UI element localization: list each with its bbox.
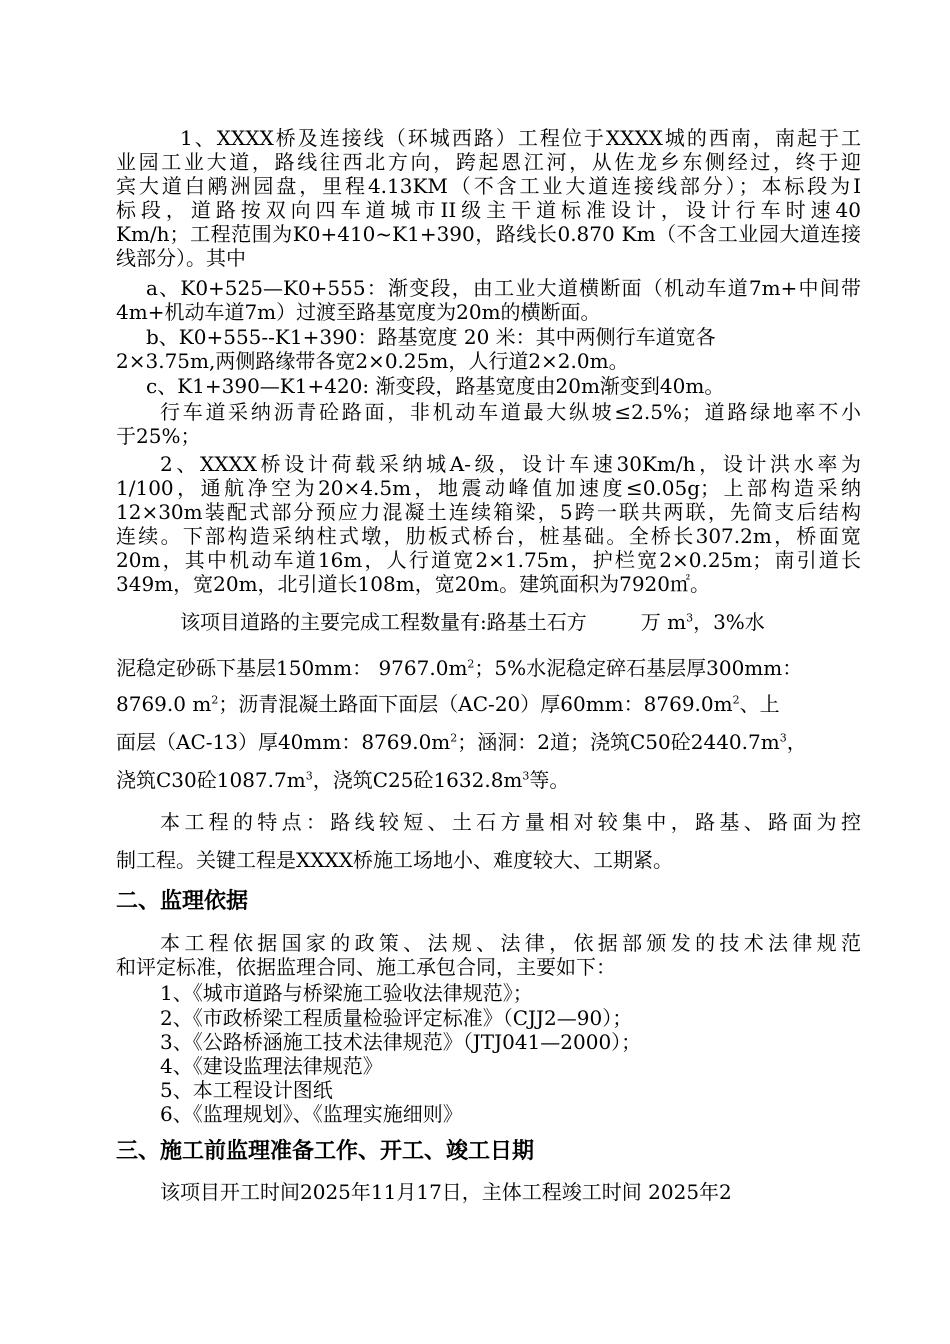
para1-line6: 线部分）。其中 [116, 246, 246, 270]
para1-line5: Km/h；工程范围为K0+410~K1+390，路线长0.870 Km（不含工业园大道连接 [116, 222, 861, 246]
para2-line3: 12×30m装配式部分预应力混凝土连续箱梁，5跨一联共两联，先简支后结构 [116, 500, 861, 524]
feature-line1: 本工程的特点：路线较短、土石方量相对较集中，路基、路面为控 [160, 810, 861, 834]
quantity-line2: 泥稳定砂砾下基层150mm： $9767.0m^2$；5%水泥稳定碎石基层厚300mm： [116, 656, 803, 680]
quantity-line3: 8769.0 $m^2$；沥青混凝土路面下面层（AC-20）厚60mm：$8769.0m^2$、上 [116, 692, 780, 716]
reference-item-5: 5、本工程设计图纸 [160, 1078, 333, 1102]
para2-line4: 连续。下部构造采纳柱式墩，肋板式桥台，桩基础。全桥长307.2m，桥面宽 [116, 524, 861, 548]
basis-line2: 和评定标准，依据监理合同、施工承包合同，主要如下： [116, 955, 616, 979]
reference-item-4: 4、《建设监理法律规范》 [160, 1054, 383, 1078]
item-c-line: c、K1+390—K1+420: 渐变段，路基宽度由20m渐变到40m。 [146, 374, 725, 398]
basis-line1: 本工程依据国家的政策、法规、法律，依据部颁发的技术法律规范 [160, 931, 861, 955]
quantity-line4: 面层（AC-13）厚40mm：$8769.0m^2$；涵洞：2道；浇筑C50砼$2440.7m^3$， [116, 730, 807, 754]
para2-line5: 20m，其中机动车道16m，人行道宽2×1.75m，护栏宽2×0.25m；南引道长 [116, 548, 861, 572]
quantity-line1: 该项目道路的主要完成工程数量有:路基土石方 万 $m^3$，3%水 [180, 610, 765, 634]
item-b-line2: 2×3.75m,两侧路缘带各宽2×0.25m，人行道2×2.0m。 [116, 349, 629, 373]
item-a-line1: a、K0+525—K0+555：渐变段，由工业大道横断面（机动车道7m+中间带 [146, 276, 861, 300]
para2-line2: 1/100，通航净空为20×4.5m，地震动峰值加速度≤0.05g；上部构造采纳 [116, 476, 861, 500]
item-b-line1: b、K0+555--K1+390：路基宽度 20 米：其中两侧行车道宽各 [146, 325, 716, 349]
feature-line2: 制工程。关键工程是XXXX桥施工场地小、难度较大、工期紧。 [116, 848, 673, 872]
section-heading-schedule: 三、施工前监理准备工作、开工、竣工日期 [116, 1139, 535, 1164]
para1-line1: 1、XXXX桥及连接线（环城西路）工程位于XXXX城的西南，南起于工 [180, 126, 861, 150]
para1-line2: 业园工业大道，路线往西北方向，跨起恩江河，从佐龙乡东侧经过，终于迎 [116, 150, 861, 174]
reference-item-3: 3、《公路桥涵施工技术法律规范》（JTJ041—2000）； [160, 1030, 642, 1054]
surface-line1: 行车道采纳沥青砼路面，非机动车道最大纵坡≤2.5%；道路绿地率不小 [160, 400, 861, 424]
surface-line2: 于25%； [116, 424, 201, 448]
schedule-line1: 该项目开工时间2025年11月17日，主体工程竣工时间 2025年2 [160, 1180, 732, 1204]
section-heading-basis: 二、监理依据 [116, 889, 249, 914]
reference-item-6: 6、《监理规划》、《监理实施细则》 [160, 1102, 463, 1126]
reference-item-2: 2、《市政桥梁工程质量检验评定标准》（CJJ2—90）； [160, 1006, 633, 1030]
para1-line4: 标段，道路按双向四车道城市II级主干道标准设计，设计行车时速40 [116, 198, 861, 222]
para2-line6: 349m，宽20m，北引道长108m，宽20m。建筑面积为7920㎡。 [116, 572, 711, 596]
reference-item-1: 1、《城市道路与桥梁施工验收法律规范》； [160, 981, 533, 1005]
para1-line3: 宾大道白鹇洲园盘，里程4.13KM（不含工业大道连接线部分）；本标段为Ⅰ [116, 174, 861, 198]
quantity-line5: 浇筑C30砼$1087.7m^3$，浇筑C25砼$1632.8m^3$等。 [116, 768, 570, 792]
item-a-line2: 4m+机动车道7m）过渡至路基宽度为20m的横断面。 [116, 300, 601, 324]
para2-line1: 2、XXXX桥设计荷载采纳城A-级，设计车速30Km/h，设计洪水率为 [160, 452, 861, 476]
